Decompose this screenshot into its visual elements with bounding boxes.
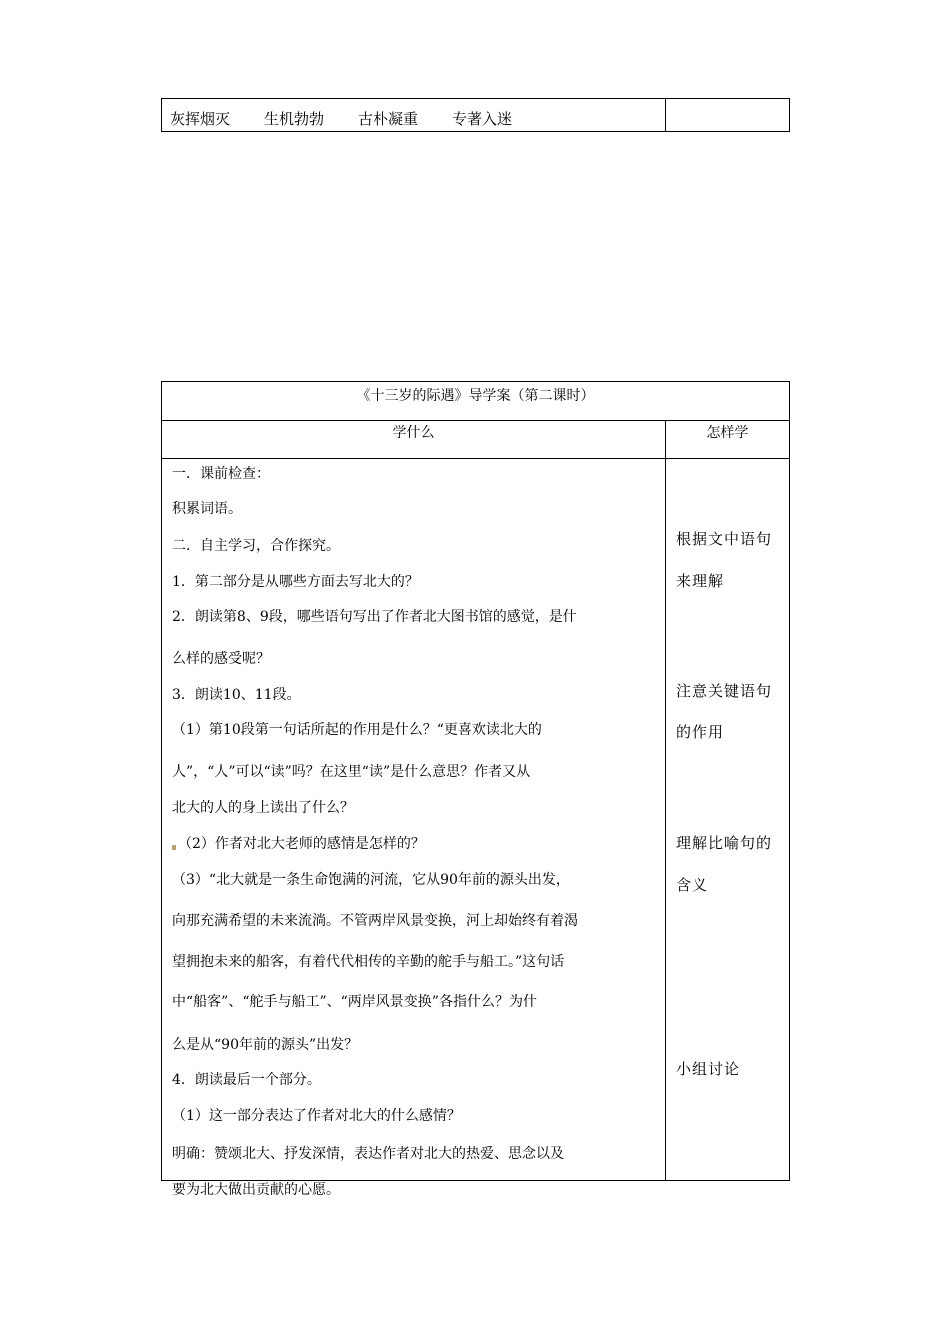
- study-guide-table: [161, 381, 790, 1198]
- method-note: 小组讨论: [676, 1060, 741, 1078]
- content-cell: [162, 459, 666, 1198]
- content-line: 么样的感受呢？: [172, 651, 270, 667]
- content-line: （1）这一部分表达了作者对北大的什么感情？: [172, 1108, 461, 1124]
- method-note: 根据文中语句: [676, 530, 773, 548]
- content-line: 望拥抱未来的船客，有着代代相传的辛勤的舵手与船工。”这句话: [172, 954, 565, 970]
- content-line-with-mark: [172, 833, 425, 853]
- content-line: （1）第10段第一句话所起的作用是什么？“更喜欢读北大的: [172, 722, 542, 738]
- vocab-table: [161, 98, 790, 132]
- method-cell: [666, 459, 790, 1181]
- vocab-cell: [162, 99, 666, 132]
- content-line: 3．朗读10、11段。: [172, 687, 301, 703]
- method-note: 的作用: [676, 723, 725, 741]
- content-line: 1．第二部分是从哪些方面去写北大的？: [172, 574, 419, 590]
- vocab-word: 生机勃勃: [264, 110, 325, 128]
- content-line: 北大的人的身上读出了什么？: [172, 800, 354, 816]
- method-note: 来理解: [676, 572, 725, 590]
- content-line: 4．朗读最后一个部分。: [172, 1072, 321, 1088]
- content-line: 么是从“90年前的源头”出发？: [172, 1037, 359, 1053]
- content-line: 积累词语。: [172, 501, 242, 517]
- content-line: （3）“北大就是一条生命饱满的河流，它从90年前的源头出发，: [172, 872, 570, 888]
- content-line: 明确：赞颂北大、抒发深情，表达作者对北大的热爱、思念以及: [172, 1146, 564, 1162]
- content-line-text: （2）作者对北大老师的感情是怎样的？: [178, 836, 425, 852]
- method-note: 含义: [676, 876, 709, 894]
- column-header-what: 学什么: [162, 421, 666, 459]
- content-line: 一．课前检查：: [172, 466, 270, 482]
- column-header-how: 怎样学: [666, 421, 790, 459]
- content-line: 向那充满希望的未来流淌。不管两岸风景变换，河上却始终有着渴: [172, 913, 578, 929]
- content-line: 人”，“人”可以“读”吗？在这里“读”是什么意思？作者又从: [172, 764, 531, 780]
- vocab-word: 灰挥烟灭: [170, 110, 231, 128]
- method-note: 注意关键语句: [676, 682, 773, 700]
- content-line: 2．朗读第8、9段，哪些语句写出了作者北大图书馆的感觉，是什: [172, 609, 577, 625]
- vocab-side-cell: [666, 99, 790, 132]
- edit-mark: [172, 845, 176, 850]
- vocab-word: 古朴凝重: [358, 110, 419, 128]
- table-title: 《十三岁的际遇》导学案（第二课时）: [162, 382, 790, 421]
- content-line: 中“船客”、“舵手与船工”、“两岸风景变换”各指什么？为什: [172, 994, 537, 1010]
- method-note: 理解比喻句的: [676, 834, 773, 852]
- content-line: 二．自主学习，合作探究。: [172, 538, 340, 554]
- content-line: 要为北大做出贡献的心愿。: [172, 1182, 340, 1198]
- vocab-word: 专著入迷: [452, 110, 513, 128]
